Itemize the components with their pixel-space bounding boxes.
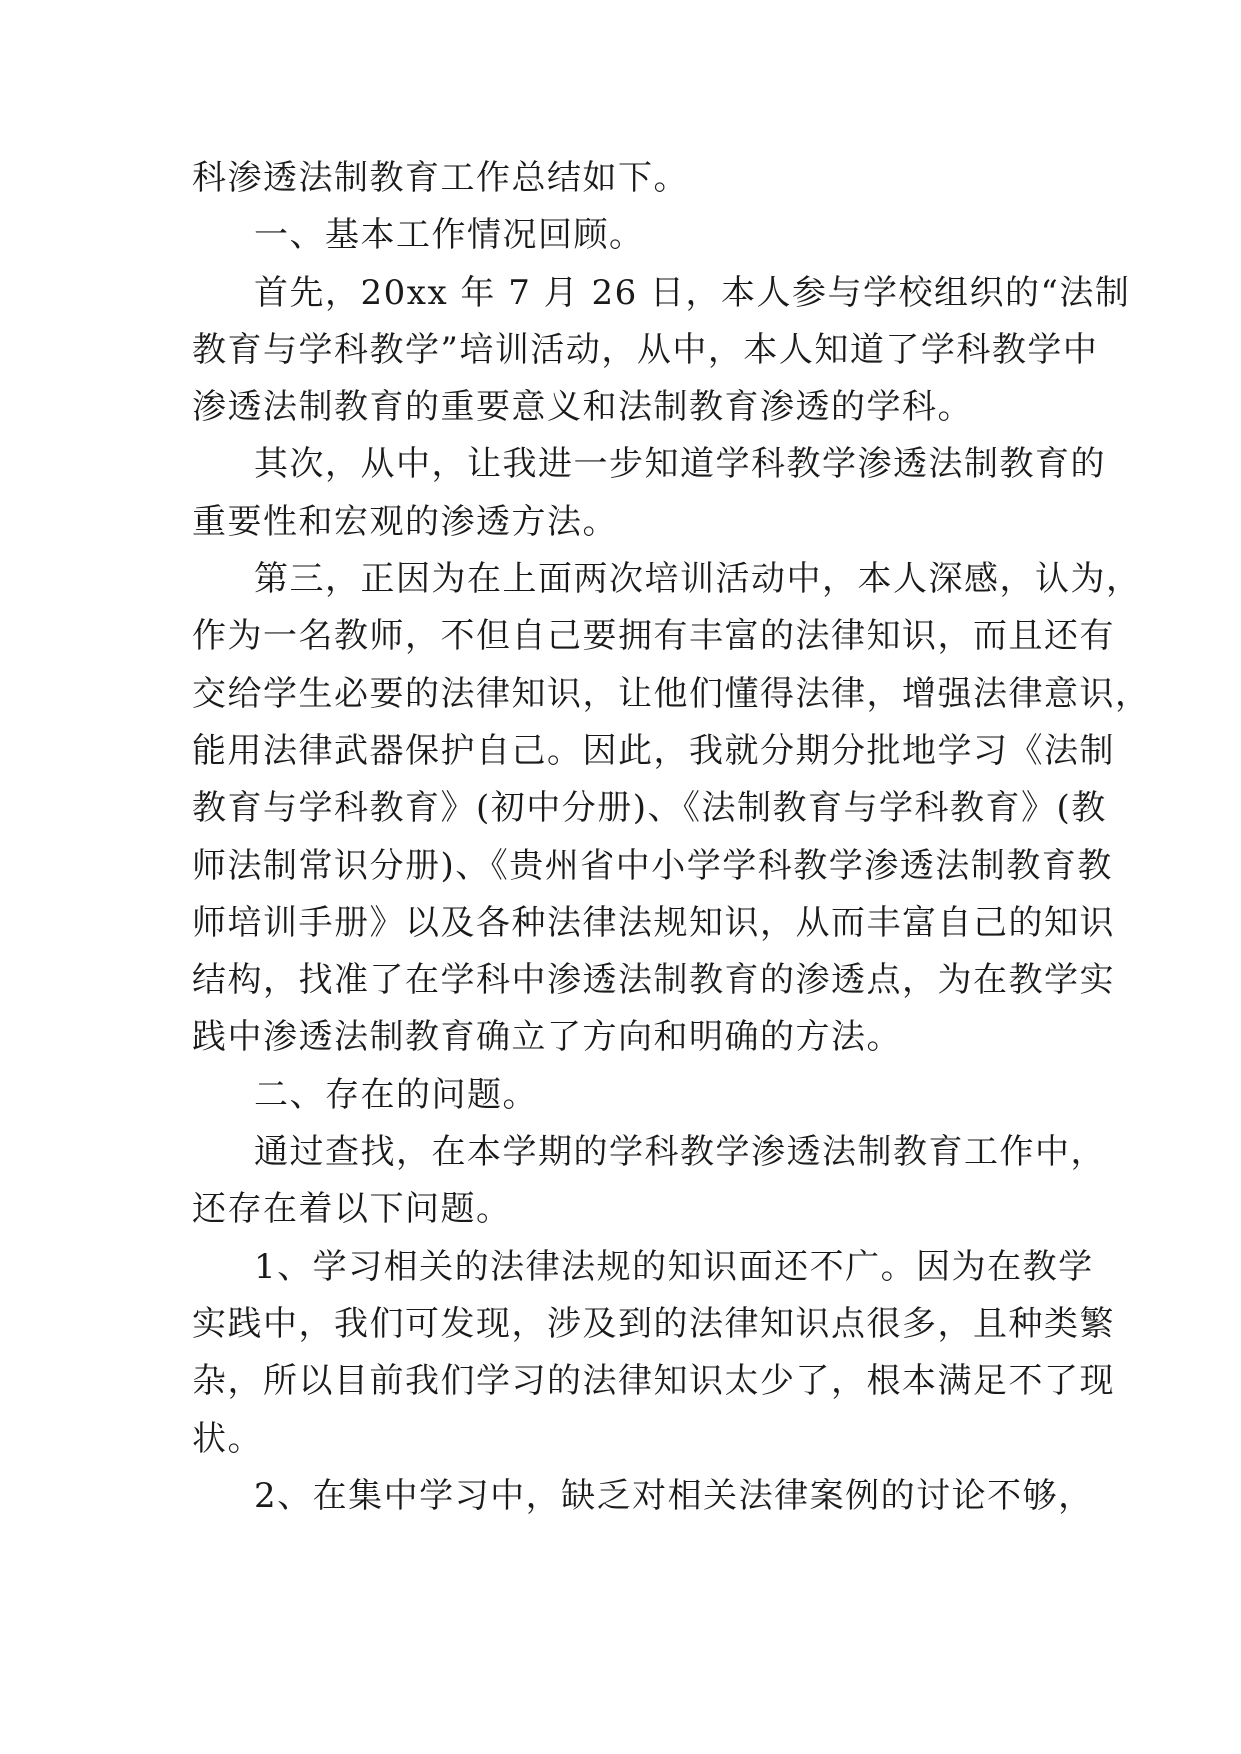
text-line: 能用法律武器保护自己。因此，我就分期分批地学习《法制 xyxy=(192,730,1115,771)
text-line: 二、存在的问题。 xyxy=(254,1074,538,1115)
text-line: 教育与学科教学”培训活动，从中，本人知道了学科教学中 xyxy=(192,329,1099,370)
text-line: 教育与学科教育》(初中分册)、《法制教育与学科教育》(教 xyxy=(192,788,1107,829)
text-line: 渗透法制教育的重要意义和法制教育渗透的学科。 xyxy=(192,387,973,428)
text-line: 实践中，我们可发现，涉及到的法律知识点很多，且种类繁 xyxy=(192,1303,1115,1344)
text-line: 还存在着以下问题。 xyxy=(192,1189,512,1230)
text-line: 杂，所以目前我们学习的法律知识太少了，根本满足不了现 xyxy=(192,1361,1115,1402)
text-line: 首先，20xx 年 7 月 26 日，本人参与学校组织的“法制 xyxy=(254,272,1131,313)
text-line: 状。 xyxy=(192,1418,263,1459)
text-line: 作为一名教师，不但自己要拥有丰富的法律知识，而且还有 xyxy=(192,616,1115,657)
text-line: 重要性和宏观的渗透方法。 xyxy=(192,501,618,542)
text-line: 一、基本工作情况回顾。 xyxy=(254,215,645,256)
text-line: 1、学习相关的法律法规的知识面还不广。因为在教学 xyxy=(254,1246,1094,1287)
text-line: 2、在集中学习中，缺乏对相关法律案例的讨论不够， xyxy=(254,1475,1094,1516)
text-line: 通过查找，在本学期的学科教学渗透法制教育工作中， xyxy=(254,1132,1106,1173)
text-line: 践中渗透法制教育确立了方向和明确的方法。 xyxy=(192,1017,902,1058)
text-line: 其次，从中，让我进一步知道学科教学渗透法制教育的 xyxy=(254,444,1106,485)
document-body xyxy=(192,150,1151,1525)
text-line: 师法制常识分册)、《贵州省中小学学科教学渗透法制教育教 xyxy=(192,845,1113,886)
text-line: 结构，找准了在学科中渗透法制教育的渗透点，为在教学实 xyxy=(192,960,1115,1001)
text-line: 第三，正因为在上面两次培训活动中，本人深感，认为， xyxy=(254,559,1142,600)
text-line: 师培训手册》以及各种法律法规知识，从而丰富自己的知识 xyxy=(192,902,1115,943)
text-line: 交给学生必要的法律知识，让他们懂得法律，增强法律意识， xyxy=(192,673,1151,714)
text-line: 科渗透法制教育工作总结如下。 xyxy=(192,158,689,198)
